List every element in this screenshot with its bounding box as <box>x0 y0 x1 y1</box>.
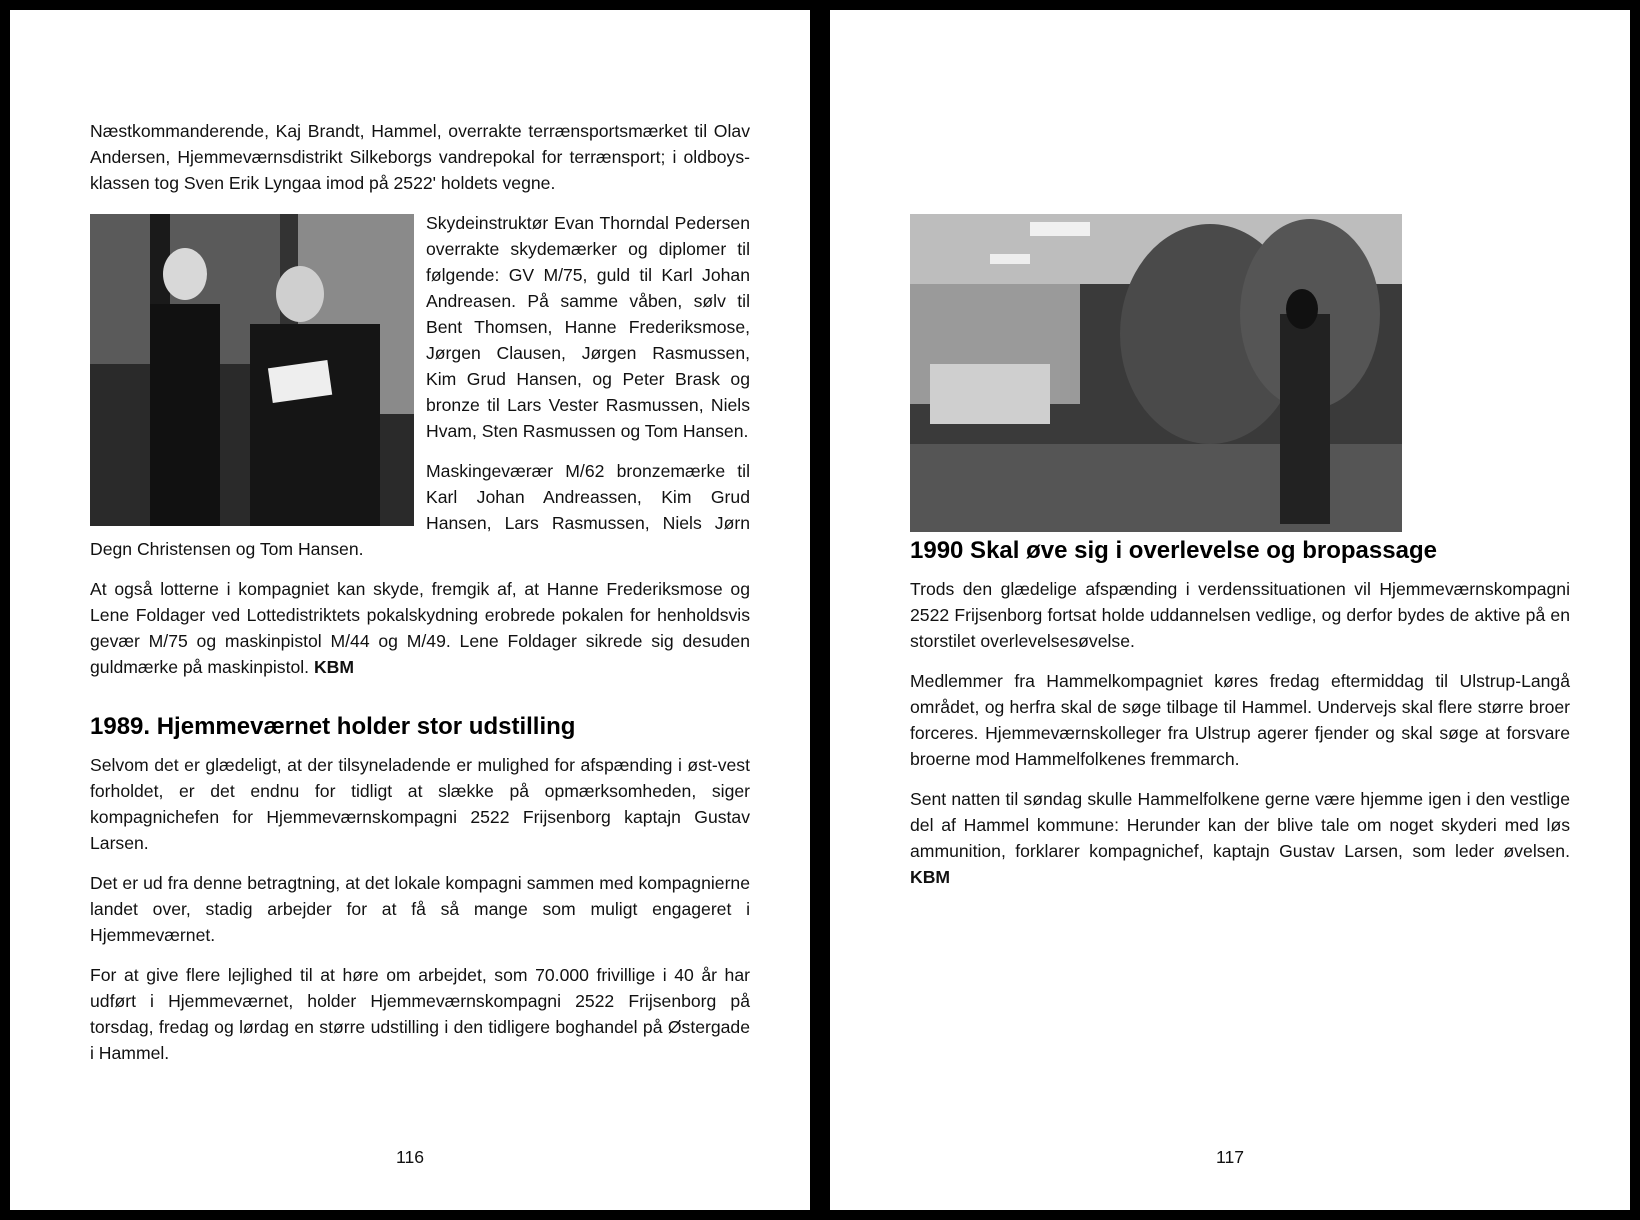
paragraph: Trods den glædelige afspænding i verdenssituationen vil Hjemmeværnskompagni 2522 Frijsenborg fortsat holde uddannelsen vedlige, og derfor bydes de aktive på en storstilet overlevelsesøvelse. <box>910 579 1570 651</box>
paragraph: Næstkommanderende, Kaj Brandt, Hammel, overrakte terrænsportsmærket til Olav Andersen, Hjemmeværnsdistrikt Silkeborgs vandrepokal for terrænsport; i oldboys-klassen tog Sven Erik Lyngaa imod på 2522' holdets vegne. <box>90 121 750 193</box>
paragraph: Sent natten til søndag skulle Hammelfolkene gerne være hjemme igen i den vestlige del af Hammel kommune: Herunder kan der blive tale om noget skyderi med løs ammunition, forklarer kompagnichef, kaptajn Gustav Larsen, som leder øvelsen. KBM <box>910 789 1570 887</box>
page-right-content <box>910 118 1570 904</box>
page-number: 116 <box>395 1147 425 1167</box>
photo-award-ceremony <box>90 214 414 526</box>
paragraph: For at give flere lejlighed til at høre om arbejdet, som 70.000 frivillige i 40 år har udført i Hjemmeværnet, holder Hjemmeværnskompagni 2522 Frijsenborg på torsdag, fredag og lørdag en større udstilling i den tidligere boghandel på Østergade i Hammel. <box>90 965 750 1063</box>
paragraph: Maskingeværær M/62 bronzemærke til Karl Johan Andreassen, Kim Grud Hansen, Lars Rasmussen, Niels Jørn Degn Christensen og Tom Hansen. <box>90 461 750 559</box>
signature: KBM <box>910 867 951 887</box>
section-heading: 1989. Hjemmeværnet holder stor udstilling <box>90 713 576 740</box>
page-number: 117 <box>1215 1147 1245 1167</box>
page-left <box>10 10 810 1210</box>
paragraph: Selvom det er glædeligt, at der tilsyneladende er mulighed for afspænding i øst-vest forholdet, er det endnu for tidligt at slække på opmærksomheden, siger kompagnichefen for Hjemmeværnskompagni 2522 Frijsenborg kaptajn Gustav Larsen. <box>90 755 750 853</box>
paragraph: Skydeinstruktør Evan Thorndal Pedersen overrakte skydemærker og diplomer til følgende: GV M/75, guld til Karl Johan Andreasen. På samme våben, sølv til Bent Thomsen, Hanne Frederiksmose, Jørgen Clausen, Jørgen Rasmussen, Kim Grud Hansen, og Peter Brask og bronze til Lars Vester Rasmussen, Niels Hvam, Sten Rasmussen og Tom Hansen. <box>426 213 750 441</box>
paragraph: Det er ud fra denne betragtning, at det lokale kompagni sammen med kompagnierne landet over, stadig arbejder for at få så mange som muligt engageret i Hjemmeværnet. <box>90 873 750 945</box>
signature: KBM <box>313 657 355 677</box>
photo-exhibition-image <box>910 214 1402 532</box>
page-left-content <box>90 118 750 1080</box>
photo-exhibition <box>910 214 1402 532</box>
photo-award-ceremony-image <box>90 214 414 526</box>
section-heading: 1990 Skal øve sig i overlevelse og bropassage <box>910 537 1437 564</box>
paragraph: Medlemmer fra Hammelkompagniet køres fredag eftermiddag til Ulstrup-Langå området, og herfra skal de søge tilbage til Hammel. Undervejs skal flere større broer forceres. Hjemmeværnskolleger fra Ulstrup agerer fjender og skal søge at forsvare broerne mod Hammelfolkenes fremmarch. <box>910 671 1570 769</box>
paragraph: At også lotterne i kompagniet kan skyde, fremgik af, at Hanne Frederiksmose og Lene Foldager ved Lottedistriktets pokalskydning erobrede pokalen for henholdsvis gevær M/75 og maskinpistol M/44 og M/49. Lene Foldager sikrede sig desuden guldmærke på maskinpistol. KBM <box>90 579 750 677</box>
page-right <box>830 10 1630 1210</box>
